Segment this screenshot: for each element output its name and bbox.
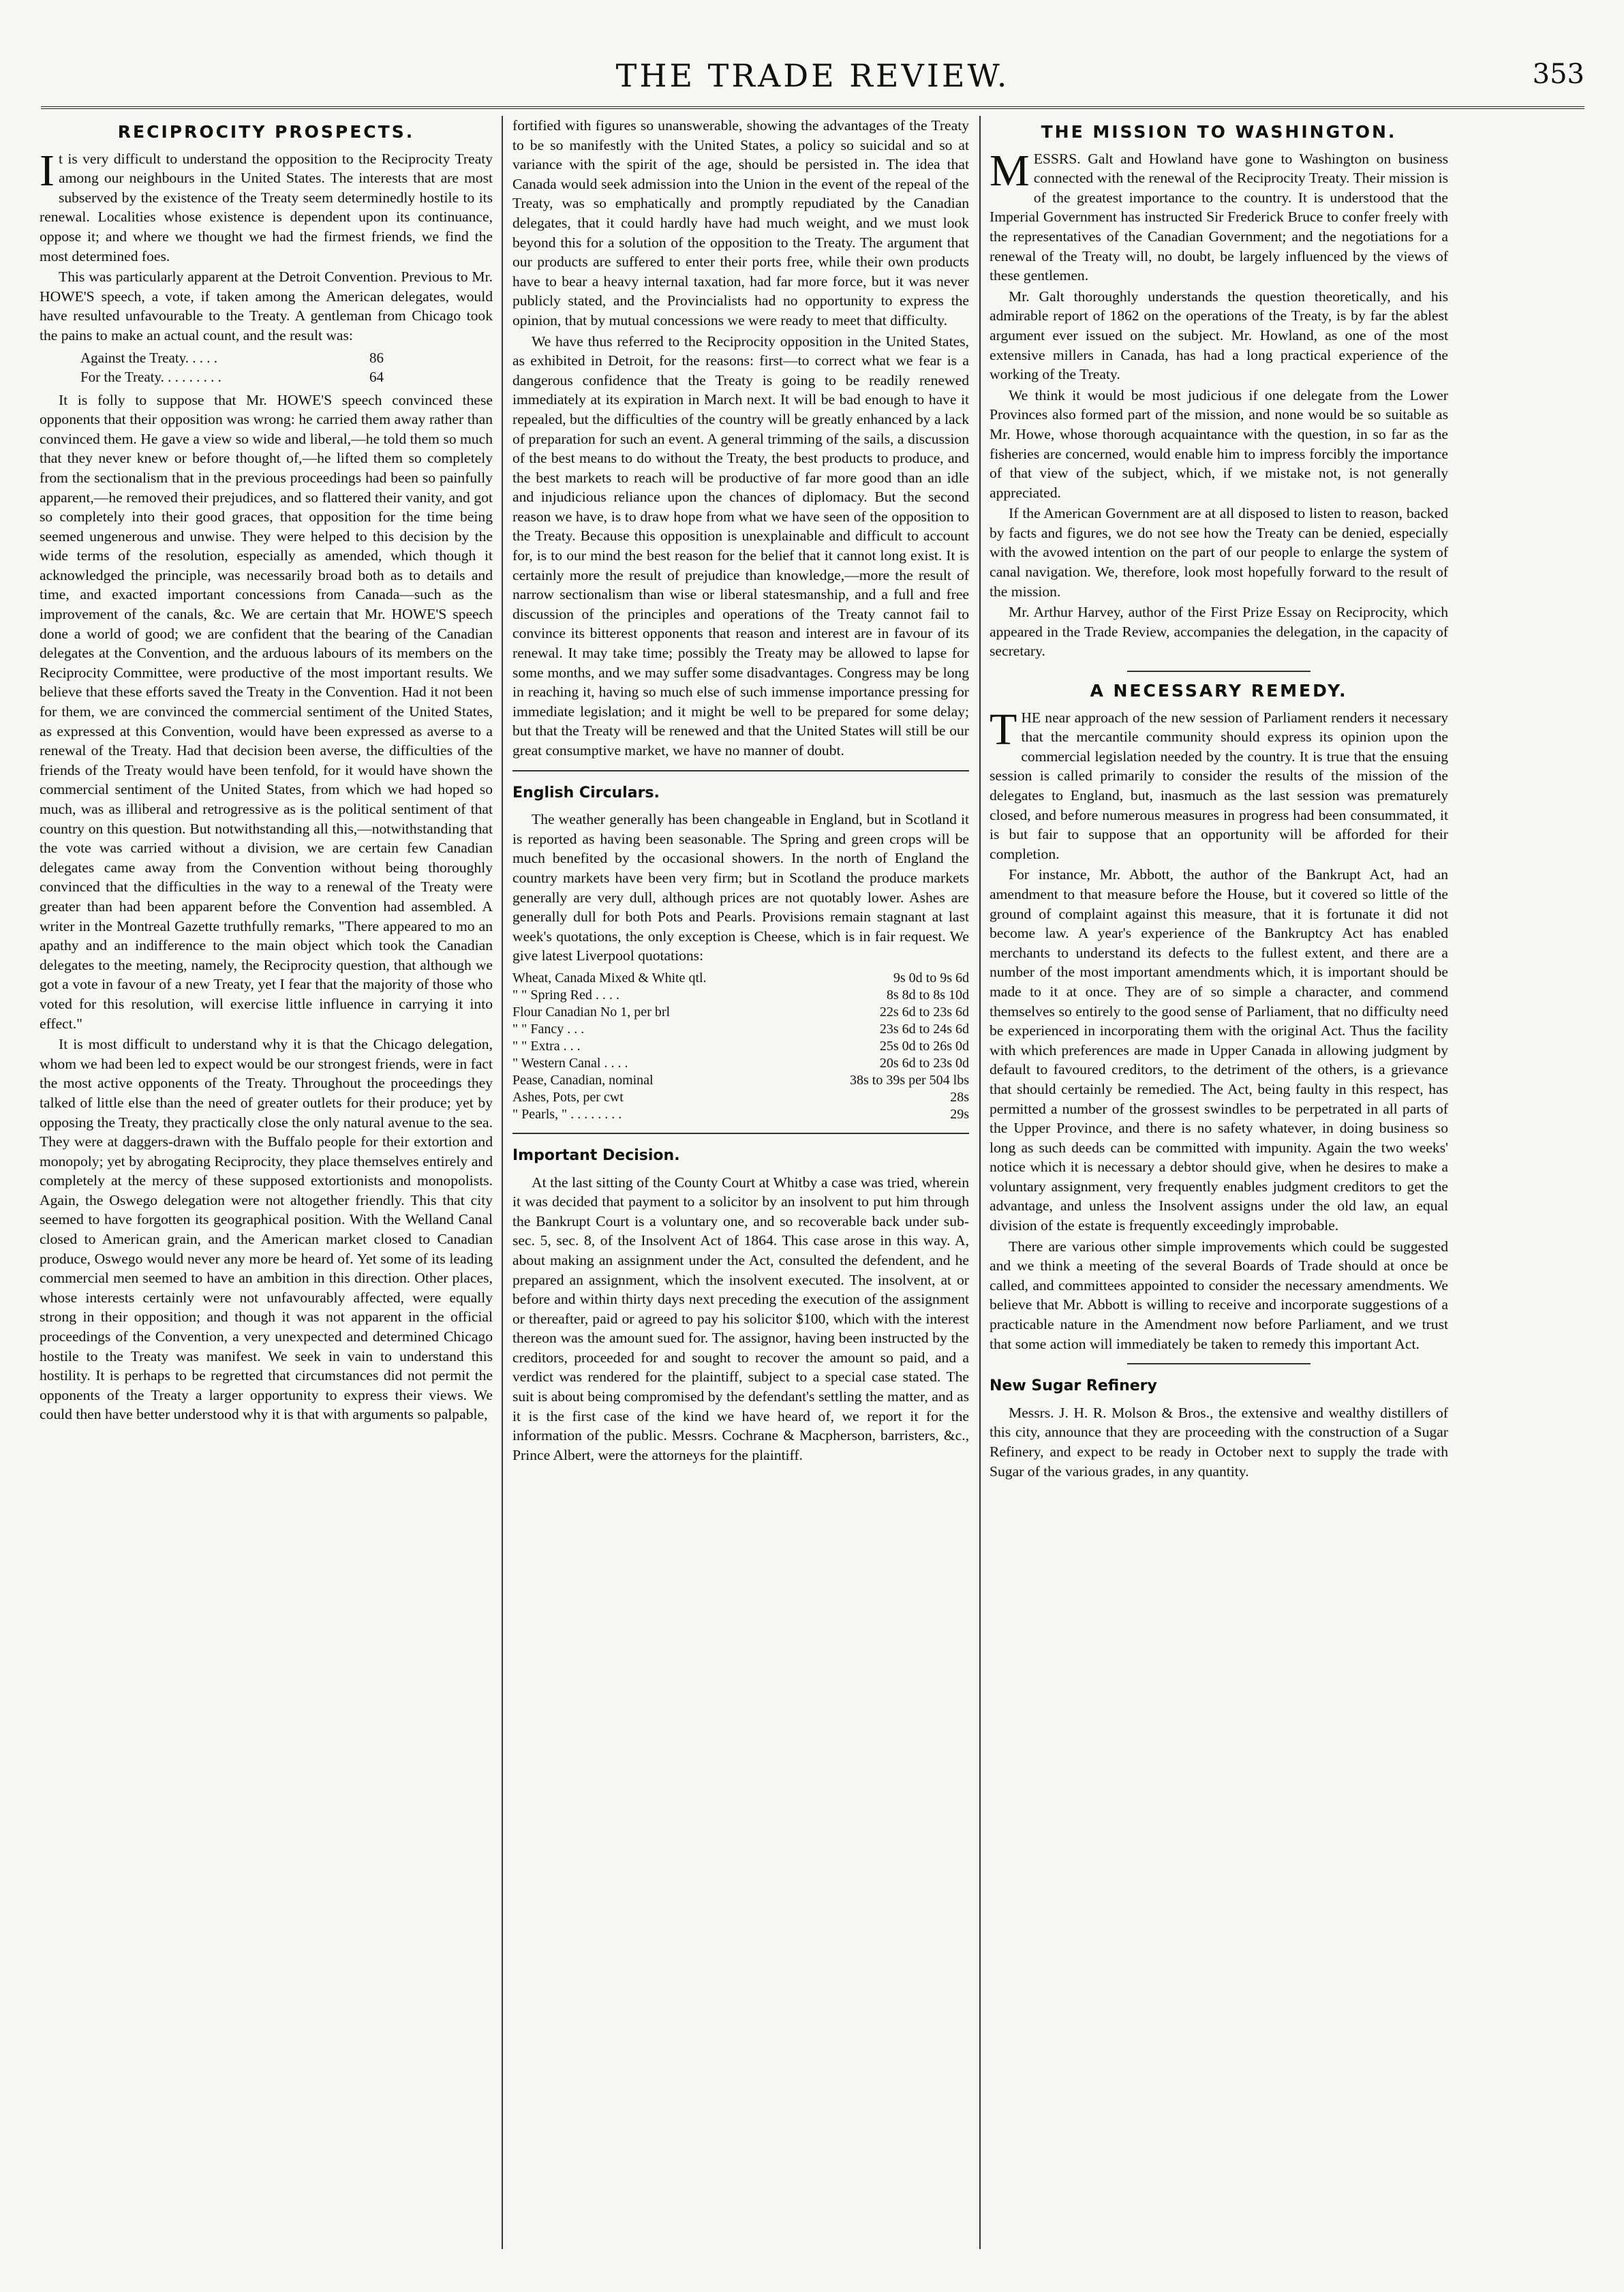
section-rule (1127, 671, 1311, 672)
quotation-price: 9s 0d to 9s 6d (893, 970, 969, 985)
quotation-item: Wheat, Canada Mixed & White qtl. (512, 970, 707, 985)
paragraph: Messrs. J. H. R. Molson & Bros., the extensive and wealthy distillers of this city, announce that they are proceeding with the construction of a Sugar Refinery, and expect to be ready in October next to supply the trade with Sugar of the various grades, in any quantity. (990, 1404, 1448, 1480)
quotation-row (512, 1072, 969, 1089)
quotation-item: " Western Canal . . . . (512, 1055, 628, 1071)
column-3 (990, 116, 1448, 2242)
quotation-row (512, 1055, 969, 1072)
quotation-item: " " Fancy . . . (512, 1021, 585, 1037)
paragraph: At the last sitting of the County Court at Whitby a case was tried, wherein it was decided that payment to a solicitor by an insolvent to put him through the Bankrupt Court is a voluntary one, and so recoverable back under sub-sec. 5, sec. 8, of the Insolvent Act of 1864. This case arose in this way. A, about making an assignment under the Act, consulted the defendent, and he prepared an assignment, which the insolvent executed. The insolvent, at or before and within thirty days next preceding the execution of the assignment or thereafter, paid or agreed to pay his solicitor $100, which with the interest thereon was the amount sued for. The assignor, having been instructed by the creditors, proceeded for and sought to recover the amount so paid, and a verdict was rendered for the plaintiff, subject to a special case stated. The suit is about being compromised by the defendant's settling the matter, and as it is the first case of the kind we have heard of, we report it for the information of the public. Messrs. Cochrane & Macpherson, barristers, &c., Prince Albert, were the attorneys for the plaintiff. (512, 1174, 969, 1463)
column-divider (502, 116, 503, 2249)
paragraph: There are various other simple improvements which could be suggested and we think a meeting of the several Boards of Trade should at once be called, and committees appointed to consider the necessary amendments. We believe that Mr. Abbott is willing to receive and incorporate suggestions of a practicable nature in the Amendment now before Parliament, and we trust that some action will immediately be taken to remedy this important Act. (990, 1238, 1448, 1352)
quotation-row (512, 1038, 969, 1055)
paragraph: It is very difficult to understand the opposition to the Reciprocity Treaty among our neighbours in the United States. The interests that are most subserved by the existence of the Treaty seem determinedly hostile to its renewal. Localities whose existence is dependent upon its continuance, oppose it; and where we thought we had the firmest friends, we find the most determined foes. (40, 145, 493, 264)
paragraph: It is folly to suppose that Mr. HOWE'S speech convinced these opponents that their opposition was wrong: he carried them away rather than convinced them. He gave a view so wide and liberal,—he told them so much that they never knew or before thought of,—he lifted them so completely from the sectionalism that in the previous proceedings had been so painfully apparent,—he removed their prejudices, and so flattered their vanity, and got so completely into their good graces, that opposition for the time being seemed ungenerous and unwise. They were helped to this decision by the wide terms of the resolution, especially as amended, which though it acknowledged the principle, was necessarily broad both as to details and time, and exacted important concessions from Canada—such as the improvement of the canals, &c. We are certain that Mr. HOWE'S speech done a world of good; we are confident that the bearing of the Canadian delegates at the Convention, and the arduous labours of its members on the Reciprocity Committee, were productive of the most important results. We believe that these efforts saved the Treaty in the Convention. Had it not been for them, we are convinced the commercial sentiment of the United States, as expressed at this Convention, would have been expressed as averse to a renewal of the Treaty. Had that decision been averse, the difficulties of the friends of the Treaty would have been tenfold, for it would have shown the commercial sentiment of the United States, from which we had hoped so much, was as illiberal and retrogressive as is the political sentiment of that country on this question. But notwithstanding all this,—notwithstanding that the vote was carried without a division, we are certain few Canadian delegates came away from the Convention without being thoroughly convinced that the difficulties in the way to a renewal of the Treaty were greater than had been apparent before the Convention had assembled. A writer in the Montreal Gazette truthfully remarks, "There appeared to mo an apathy and an indifference to the main object which took the Canadian delegates to the meeting, namely, the Reciprocity question, that although we got a vote in favour of a new Treaty, yet I fear that the majority of those who voted for this resolution, will exercise little influence in carrying it into effect." (40, 391, 493, 1032)
quotation-price: 22s 6d to 23s 6d (879, 1004, 969, 1020)
quotation-row (512, 1004, 969, 1021)
quotation-row (512, 1089, 969, 1106)
header-rule (41, 106, 1584, 109)
paragraph: It is most difficult to understand why it is that the Chicago delegation, whom we had been led to expect would be our strongest friends, were in fact the most active opponents of the Treaty. Throughout the proceedings they talked of little else than the need of greater outlets for their produce; yet by opposing the Treaty, they practically close the only natural avenue to the sea. They were at daggers-drawn with the Buffalo people for their extortion and monopoly; yet by abrogating Reciprocity, they place themselves entirely and completely at the mercy of these supposed extortionists and monopolists. Again, the Oswego delegation were not altogether friendly. This that city seemed to have forgotten its geographical position. With the Welland Canal closed to American grain, and the American market closed to Canadian produce, Oswego would never any more be heard of. Yet some of its leading commercial men seemed to have an ambition in this direction. Other places, whose interests certainly were not unfavourably affected, were equally strong in their opposition; and though it was not apparent in the official proceedings of the Convention, a very unexpected and determined Chicago hostile to the Treaty was manifest. We seek in vain to understand this hostility. It is perhaps to be regretted that circumstances did not permit the opponents of the Treaty a larger opportunity to express their views. We could then have better understood why it is that with arguments so palpable, (40, 1036, 493, 1423)
article-heading: RECIPROCITY PROSPECTS. (117, 122, 415, 142)
column-1 (40, 116, 493, 2242)
quotations-table (512, 970, 969, 1123)
column-divider (979, 116, 981, 2249)
quotation-item: " " Spring Red . . . . (512, 987, 619, 1003)
paragraph: THE near approach of the new session of Parliament renders it necessary that the mercantile community should express its opinion upon the commercial legislation needed by the country. It is true that the ensuing session is called primarily to consider the results of the mission of the delegates to England, but, inasmuch as the last session was prematurely closed, and before numerous measures in progress had been consummated, it is but fair to suppose that an opportunity will be afforded for their completion. (990, 704, 1448, 862)
section-heading: Important Decision. (512, 1146, 680, 1164)
section-rule (512, 1133, 969, 1134)
paragraph: Mr. Galt thoroughly understands the question theoretically, and his admirable report of 1862 on the operations of the Treaty, is by far the ablest argument ever issued on the subject. Mr. Howland, as one of the most extensive millers in Canada, has had a long practical experience of the working of the Treaty. (990, 288, 1448, 383)
section-heading: English Circulars. (512, 784, 660, 801)
paragraph: The weather generally has been changeable in England, but in Scotland it is reported as having been seasonable. The Spring and green crops will be much benefited by the occasional showers. In the north of England the country markets have been very firm; but in Scotland the produce markets generally are very dull, although prices are not quotably lower. Ashes are generally dull for both Pots and Pearls. Provisions remain stagnant at last week's quotations, the only exception is Cheese, which is in fair request. We give latest Liverpool quotations: (512, 811, 969, 964)
quotation-price: 20s 6d to 23s 0d (879, 1055, 969, 1071)
article-heading: THE MISSION TO WASHINGTON. (1041, 122, 1397, 142)
quotation-price: 29s (950, 1106, 969, 1122)
quotation-price: 28s (950, 1089, 969, 1105)
paragraph: We think it would be most judicious if one delegate from the Lower Provinces also formed part of the mission, and none would be so suitable as Mr. Howe, whose thorough acquaintance with the question, in so far as the fisheries are concerned, would enable him to impress forcibly the importance of that view of the subject, which, if we mistake not, is not generally appreciated. (990, 386, 1448, 501)
column-2 (512, 116, 969, 2242)
paragraph: If the American Government are at all disposed to listen to reason, backed by facts and figures, we do not see how the Treaty can be denied, especially with the avowed intention on the part of our people to enlarge the system of canal navigation. We, therefore, look most hopefully forward to the result of the mission. (990, 505, 1448, 600)
article-heading: A NECESSARY REMEDY. (1090, 681, 1348, 701)
quotation-item: Pease, Canadian, nominal (512, 1072, 654, 1088)
section-rule (512, 770, 969, 771)
quotation-item: " " Extra . . . (512, 1038, 581, 1054)
paragraph: For instance, Mr. Abbott, the author of the Bankrupt Act, had an amendment to that measure before the House, but it covered so little of the ground of complaint against this measure, that it is fortunate it did not become law. A year's experience of the Bankruptcy Act has enabled merchants to understand its defects to the fullest extent, and there are a number of the most important amendments which, it is important should be made to it at once. They are of so simple a character, and commend themselves so entirely to the good sense of Parliament, that no difficulty need be experienced in incorporating them with the original Act. Thus the facility with which preferences are made in Upper Canada in allowing judgment by default to favoured creditors, to the detriment of the others, is a grievance that should certainly be remedied. The Act, being faulty in this respect, has permitted a number of the grossest swindles to be perpetrated in all parts of the Upper Province, and there is no safety whatever, in doing business so long as such deeds can be committed with impunity. Again the two weeks' notice which it is necessary a debtor should give, when he desires to make a voluntary assignment, very frequently enables judgment creditors to get the advantage, and unless the Insolvent assigns under the old law, an equal division of the estate is frequently exceedingly improbable. (990, 866, 1448, 1234)
drop-cap: M (990, 145, 1030, 196)
quotation-item: " Pearls, " . . . . . . . . (512, 1106, 622, 1122)
quotation-price: 8s 8d to 8s 10d (886, 987, 969, 1003)
quotation-price: 38s to 39s per 504 lbs (850, 1072, 969, 1088)
quotation-item: Ashes, Pots, per cwt (512, 1089, 624, 1105)
paragraph: MESSRS. Galt and Howland have gone to Washington on business connected with the renewal of the Reciprocity Treaty. Their mission is of the greatest importance to the country. It is understood that the Imperial Government has instructed Sir Frederick Bruce to confer freely with the representatives of the Canadian Government; and the negotiations for a renewal of the Treaty will, no doubt, be largely influenced by the views of these gentlemen. (990, 145, 1448, 284)
quotation-row (512, 987, 969, 1004)
drop-cap: I (40, 145, 55, 196)
quotation-price: 25s 0d to 26s 0d (879, 1038, 969, 1054)
section-rule (1127, 1363, 1311, 1364)
drop-cap: T (990, 704, 1017, 754)
quotation-price: 23s 6d to 24s 6d (879, 1021, 969, 1037)
page-number: 353 (1532, 59, 1584, 90)
vote-count: Against the Treaty. . . . . 86 For the Treaty. . . . . . . . . 64 (80, 349, 384, 385)
paragraph: This was particularly apparent at the Detroit Convention. Previous to Mr. HOWE'S speech, a vote, if taken among the American delegates, would have resulted unfavourable to the Treaty. A gentleman from Chicago took the pains to make an actual count, and the result was: (40, 269, 493, 343)
quotation-row (512, 970, 969, 987)
quotation-row (512, 1021, 969, 1038)
newspaper-title: THE TRADE REVIEW. (615, 57, 1010, 94)
paragraph: fortified with figures so unanswerable, showing the advantages of the Treaty to be so manifestly with the United States, a policy so suicidal and so at variance with the spirit of the age, should be persisted in. The idea that Canada would seek admission into the Union in the event of the repeal of the Treaty, was so emphatically and promptly repudiated by the Canadian delegates, that it could hardly have had much weight, and we must look beyond this for a solution of the opposition to the Treaty. The argument that our products are suffered to enter their ports free, while their own products have to bear a heavy internal taxation, had far more force, but it was never publicly stated, and the Provincialists had no opportunity to express the opinion, that by mutual concessions we were ready to meet that difficulty. (512, 117, 969, 328)
section-heading: New Sugar Refinery (990, 1377, 1157, 1395)
page-header (41, 57, 1584, 98)
quotation-item: Flour Canadian No 1, per brl (512, 1004, 671, 1020)
paragraph: We have thus referred to the Reciprocity opposition in the United States, as exhibited in Detroit, for the reasons: first—to correct what we fear is a dangerous confidence that the Treaty is going to be readily renewed immediately at its expiration in March next. It will be bad enough to have it repealed, but the difficulties of the country will be greatly enhanced by a lack of preparation for such an event. A general trimming of the sails, a discussion of the best means to do without the Treaty, the best products to produce, and the best markets to reach will be productive of far more good than an idle and injudicious reliance upon the chances of diplomacy. But the second reason we have, is to draw hope from what we have seen of the opposition to the Treaty. Because this opposition is unexplainable and difficult to account for, is to our mind the best reason for the belief that it cannot long exist. It is certainly more the result of prejudice than knowledge,—more the result of narrow sectionalism than wise or liberal statesmanship, and a full and free discussion of the principles and operations of the Treaty cannot fail to convince its bitterest opponents that reason and interest are in favour of its renewal. It may take time; possibly the Treaty may be allowed to lapse for some months, and we may suffer some disadvantages. Congress may be long in reaching it, having so much else of such immense importance pressing for immediate legislation; and it might be well to be prepared for some delay; but that the Treaty will be renewed and that the United States will still be our great consumptive market, we have no manner of doubt. (512, 333, 969, 759)
quotation-row (512, 1106, 969, 1123)
paragraph: Mr. Arthur Harvey, author of the First Prize Essay on Reciprocity, which appeared in the Trade Review, accompanies the delegation, in the capacity of secretary. (990, 604, 1448, 660)
